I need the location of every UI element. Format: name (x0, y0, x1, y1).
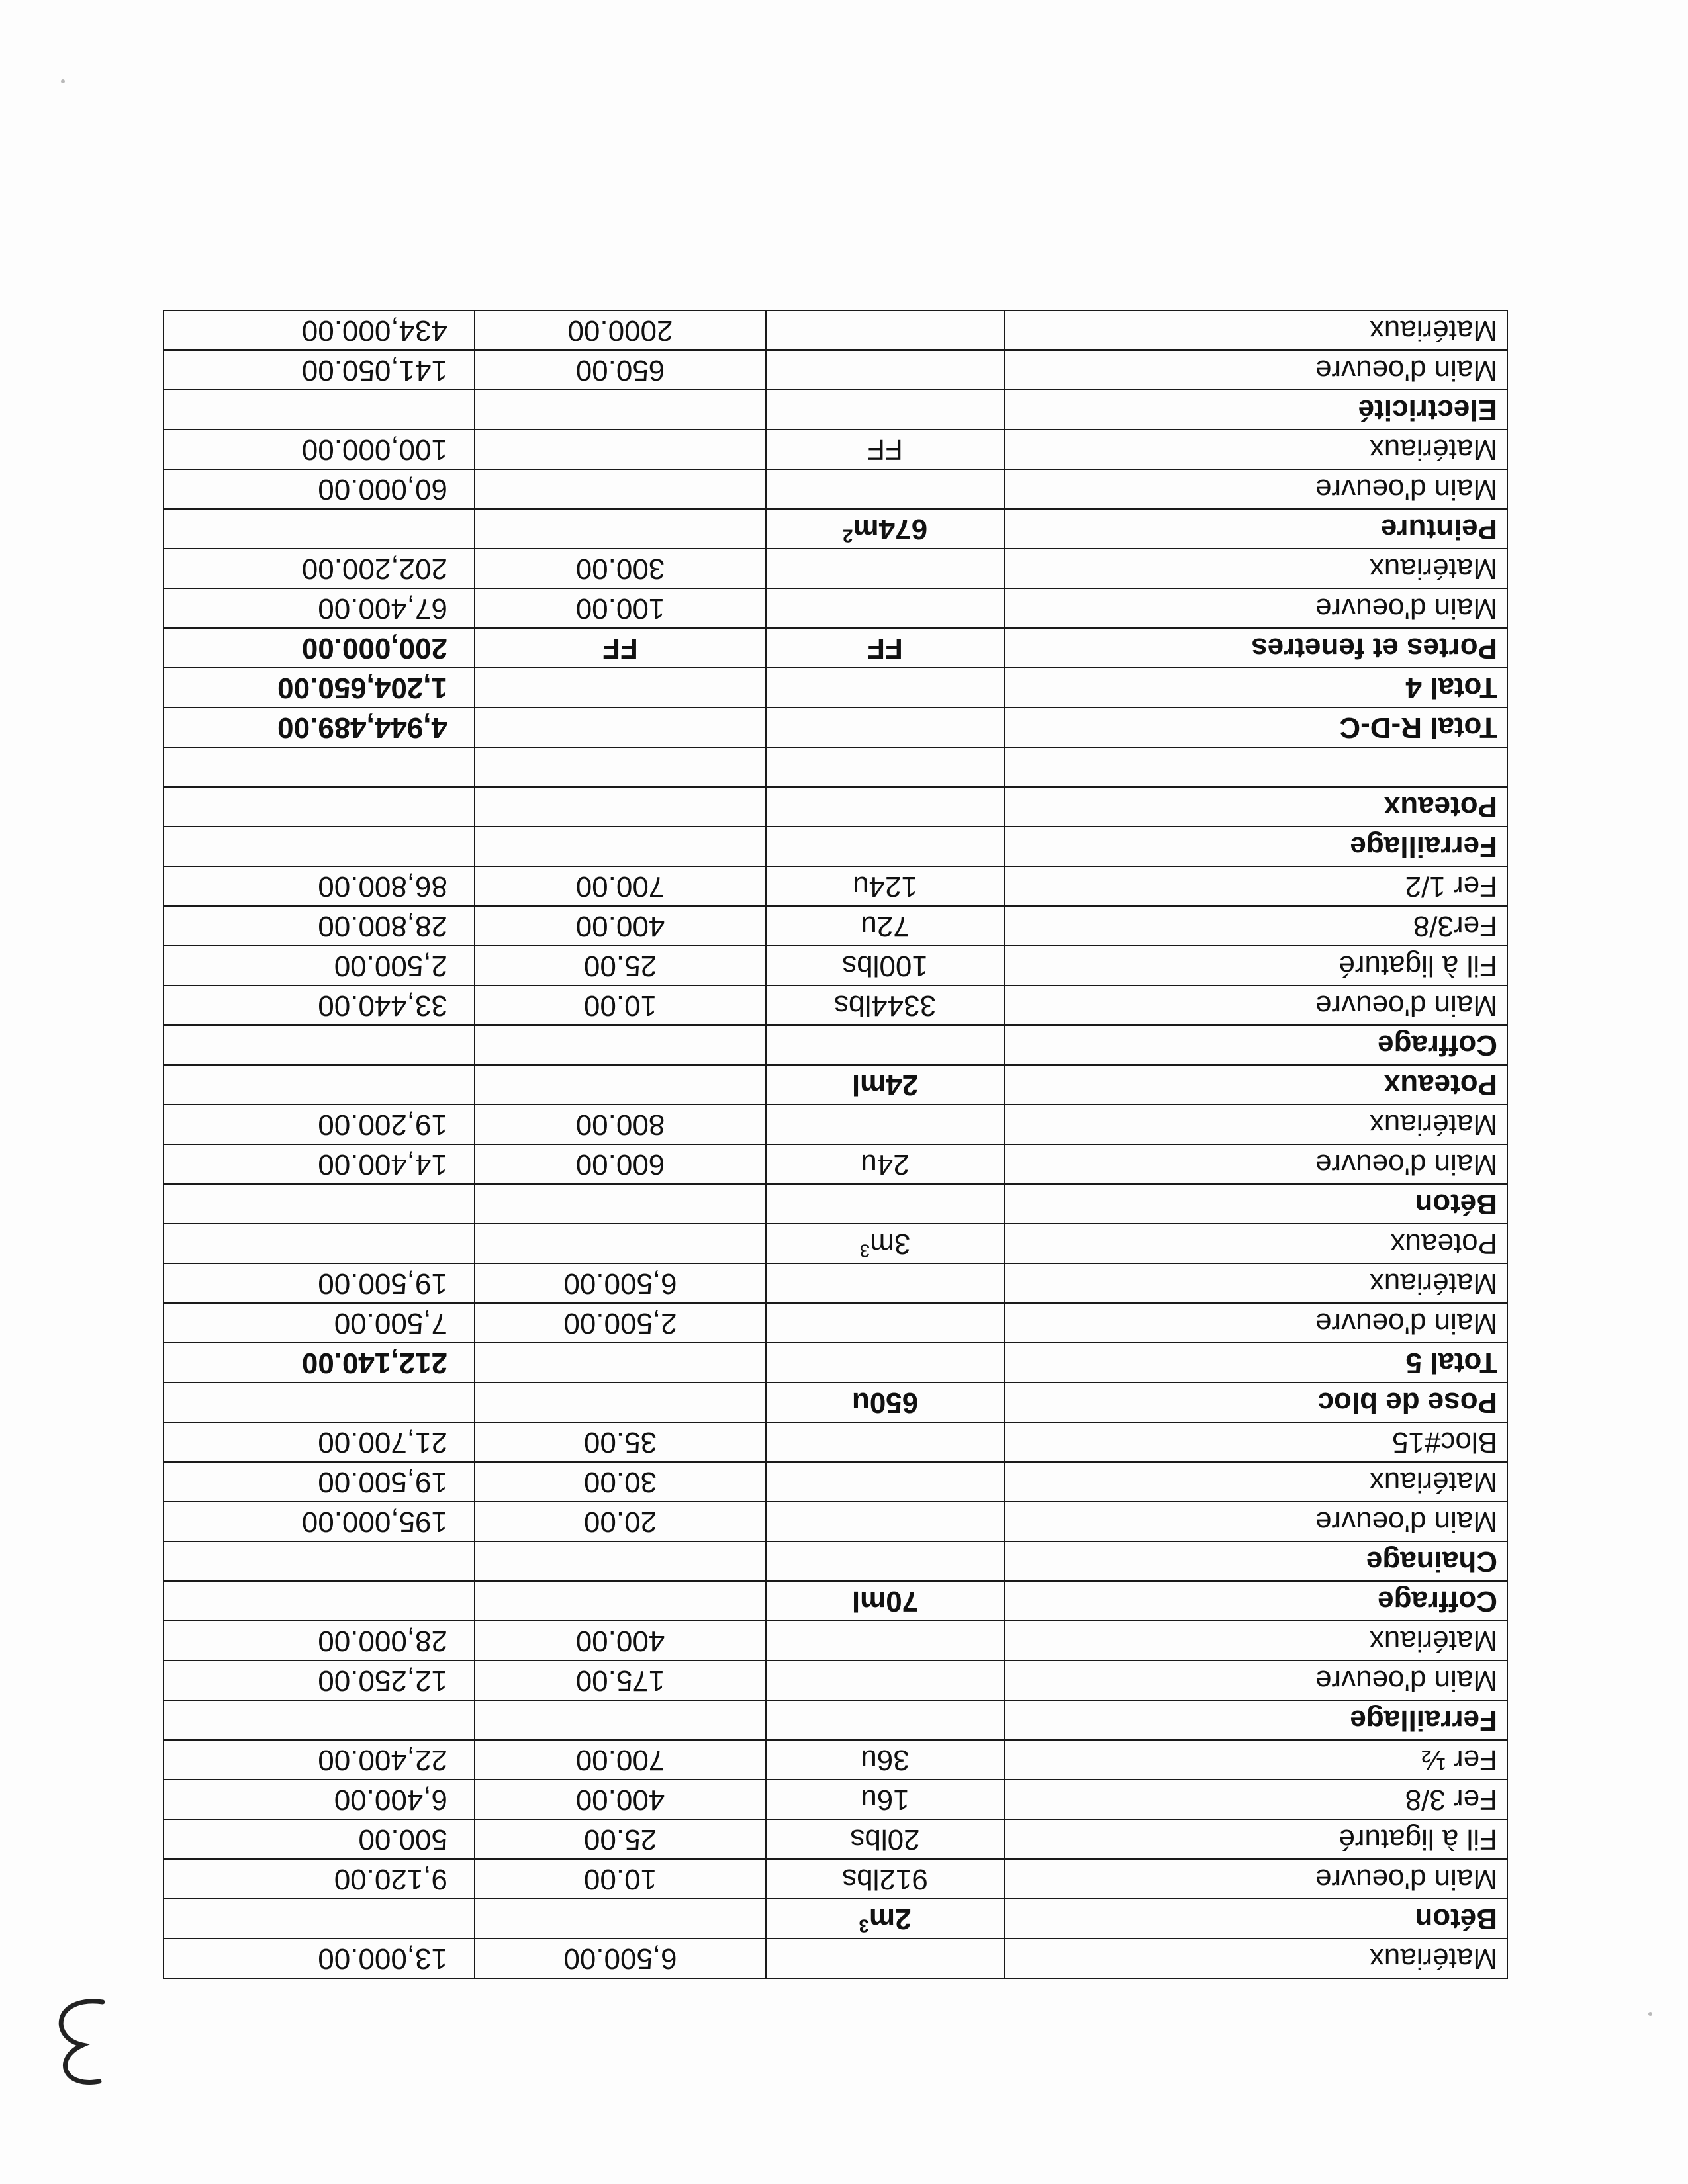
item-label: Ferraillage (1004, 1700, 1507, 1740)
item-quantity (766, 787, 1004, 827)
item-total: 86,800.00 (164, 866, 475, 906)
item-label: Main d'oeuvre (1004, 1144, 1507, 1184)
item-quantity (766, 1700, 1004, 1740)
table-row (164, 1661, 1507, 1700)
item-total: 195,000.00 (164, 1502, 475, 1541)
item-total: 28,000.00 (164, 1621, 475, 1661)
table-row (164, 827, 1507, 866)
item-total: 9,120.00 (164, 1859, 475, 1899)
item-total: 100,000.00 (164, 430, 475, 469)
table-row (164, 906, 1507, 946)
unit-exponent: 3 (859, 1915, 869, 1936)
item-label: Chainage (1004, 1541, 1507, 1581)
item-total (164, 787, 475, 827)
item-unit-price: 400.00 (475, 1621, 766, 1661)
item-unit-price: 100.00 (475, 588, 766, 628)
item-unit-price: FF (475, 628, 766, 668)
item-unit-price (475, 668, 766, 707)
item-quantity (766, 549, 1004, 588)
item-label: Main d'oeuvre (1004, 1303, 1507, 1343)
table-row (164, 1819, 1507, 1859)
item-quantity: 24ml (766, 1065, 1004, 1105)
item-total: 200,000.00 (164, 628, 475, 668)
item-total: 434,000.00 (164, 310, 475, 350)
table-row (164, 1462, 1507, 1502)
item-label: Matériaux (1004, 310, 1507, 350)
item-unit-price (475, 1700, 766, 1740)
table-row (164, 588, 1507, 628)
item-quantity: FF (766, 430, 1004, 469)
item-unit-price: 2000.00 (475, 310, 766, 350)
item-unit-price (475, 430, 766, 469)
table-row (164, 1541, 1507, 1581)
item-quantity (766, 1621, 1004, 1661)
cost-table-rotated (164, 232, 1508, 1979)
item-total: 7,500.00 (164, 1303, 475, 1343)
item-label: Pose de bloc (1004, 1383, 1507, 1422)
table-row (164, 509, 1507, 549)
item-unit-price (475, 1065, 766, 1105)
item-total (164, 1899, 475, 1938)
item-quantity (766, 747, 1004, 787)
item-total: 28,800.00 (164, 906, 475, 946)
item-quantity (766, 1105, 1004, 1144)
table-row (164, 1621, 1507, 1661)
table-row (164, 310, 1507, 350)
table-row (164, 350, 1507, 390)
item-quantity: $674m^2$ (766, 509, 1004, 549)
unit-exponent: 2 (842, 525, 853, 547)
item-unit-price: 175.00 (475, 1661, 766, 1700)
item-label: Total 4 (1004, 668, 1507, 707)
item-total (164, 509, 475, 549)
table-row (164, 628, 1507, 668)
item-label: Main d'oeuvre (1004, 469, 1507, 509)
item-total (164, 1065, 475, 1105)
item-label: Fer 1/2 (1004, 866, 1507, 906)
item-quantity (766, 1661, 1004, 1700)
item-total (164, 827, 475, 866)
item-label: Bloc#15 (1004, 1422, 1507, 1462)
table-row (164, 1581, 1507, 1621)
table-row (164, 1144, 1507, 1184)
table-row (164, 390, 1507, 430)
item-label: Total R-D-C (1004, 707, 1507, 747)
item-unit-price: 700.00 (475, 1740, 766, 1780)
item-quantity (766, 1462, 1004, 1502)
item-label: Main d'oeuvre (1004, 1859, 1507, 1899)
item-unit-price: 300.00 (475, 549, 766, 588)
item-label: Main d'oeuvre (1004, 588, 1507, 628)
item-unit-price (475, 827, 766, 866)
table-row (164, 1700, 1507, 1740)
item-quantity: $3m^3$ (766, 1224, 1004, 1263)
item-total (164, 1700, 475, 1740)
item-total: 4,944,489.00 (164, 707, 475, 747)
table-row (164, 1899, 1507, 1938)
item-quantity: 72u (766, 906, 1004, 946)
item-quantity (766, 1303, 1004, 1343)
item-unit-price: 30.00 (475, 1462, 766, 1502)
item-label: Main d'oeuvre (1004, 1502, 1507, 1541)
item-unit-price: 20.00 (475, 1502, 766, 1541)
item-total: 13,000.00 (164, 1938, 475, 1978)
table-row (164, 1343, 1507, 1383)
item-quantity: 36u (766, 1740, 1004, 1780)
item-label: Poteaux (1004, 1065, 1507, 1105)
scan-speck (1648, 2012, 1652, 2016)
item-quantity (766, 827, 1004, 866)
item-unit-price: 10.00 (475, 985, 766, 1025)
table-row (164, 1422, 1507, 1462)
item-label: Main d'oeuvre (1004, 985, 1507, 1025)
item-quantity: 100lbs (766, 946, 1004, 985)
item-total: 60,000.00 (164, 469, 475, 509)
item-quantity (766, 588, 1004, 628)
item-quantity (766, 1541, 1004, 1581)
item-unit-price: 6,500.00 (475, 1938, 766, 1978)
table-row (164, 1224, 1507, 1263)
item-total: 21,700.00 (164, 1422, 475, 1462)
item-total: 202,200.00 (164, 549, 475, 588)
item-label: Fer ½ (1004, 1740, 1507, 1780)
item-total (164, 1025, 475, 1065)
item-quantity: 3344lbs (766, 985, 1004, 1025)
table-row (164, 430, 1507, 469)
table-row (164, 1025, 1507, 1065)
item-label: Matériaux (1004, 430, 1507, 469)
item-total: 500.00 (164, 1819, 475, 1859)
table-row (164, 787, 1507, 827)
item-total: 6,400.00 (164, 1780, 475, 1819)
item-label: Total 5 (1004, 1343, 1507, 1383)
item-unit-price (475, 1025, 766, 1065)
table-row (164, 668, 1507, 707)
item-total: 1,204,650.00 (164, 668, 475, 707)
item-label: Ferraillage (1004, 827, 1507, 866)
item-quantity (766, 1502, 1004, 1541)
item-label: Peinture (1004, 509, 1507, 549)
item-label: Electricité (1004, 390, 1507, 430)
item-total: 22,400.00 (164, 1740, 475, 1780)
table-row (164, 549, 1507, 588)
item-total (164, 1383, 475, 1422)
item-unit-price: 2,500.00 (475, 1303, 766, 1343)
item-unit-price: 6,500.00 (475, 1263, 766, 1303)
item-total: 14,400.00 (164, 1144, 475, 1184)
item-label: Coffrage (1004, 1025, 1507, 1065)
table-row (164, 1740, 1507, 1780)
item-quantity (766, 668, 1004, 707)
item-total (164, 1581, 475, 1621)
item-total: 12,250.00 (164, 1661, 475, 1700)
item-total: 19,500.00 (164, 1263, 475, 1303)
item-quantity (766, 1263, 1004, 1303)
item-quantity (766, 1343, 1004, 1383)
item-unit-price (475, 469, 766, 509)
item-label: Matériaux (1004, 1938, 1507, 1978)
handwritten-page-number-3 (40, 1989, 119, 2095)
scan-speck (61, 79, 65, 83)
table-row (164, 946, 1507, 985)
item-total: 141,050.00 (164, 350, 475, 390)
item-label: Portes et fenetres (1004, 628, 1507, 668)
item-unit-price: 25.00 (475, 1819, 766, 1859)
item-unit-price (475, 1184, 766, 1224)
table-row (164, 1065, 1507, 1105)
unit-exponent: 3 (859, 1240, 870, 1261)
item-quantity (766, 350, 1004, 390)
item-quantity (766, 469, 1004, 509)
item-unit-price: 400.00 (475, 1780, 766, 1819)
item-quantity (766, 310, 1004, 350)
item-unit-price (475, 1224, 766, 1263)
item-unit-price (475, 1581, 766, 1621)
item-unit-price (475, 747, 766, 787)
item-unit-price (475, 1541, 766, 1581)
item-total: 212,140.00 (164, 1343, 475, 1383)
item-label: Matériaux (1004, 1462, 1507, 1502)
table-row (164, 1938, 1507, 1978)
item-quantity (766, 707, 1004, 747)
table-row (164, 707, 1507, 747)
item-unit-price (475, 1383, 766, 1422)
item-unit-price (475, 1343, 766, 1383)
item-quantity (766, 1025, 1004, 1065)
item-quantity: 650u (766, 1383, 1004, 1422)
item-unit-price: 25.00 (475, 946, 766, 985)
item-unit-price: 700.00 (475, 866, 766, 906)
item-quantity (766, 1422, 1004, 1462)
table-row (164, 1502, 1507, 1541)
table-row (164, 1383, 1507, 1422)
item-label (1004, 747, 1507, 787)
item-label: Matériaux (1004, 1621, 1507, 1661)
table-row (164, 747, 1507, 787)
item-quantity: 24u (766, 1144, 1004, 1184)
item-total (164, 747, 475, 787)
item-label: Main d'oeuvre (1004, 350, 1507, 390)
item-quantity (766, 1938, 1004, 1978)
table-row (164, 1859, 1507, 1899)
item-total (164, 1541, 475, 1581)
item-quantity: 16u (766, 1780, 1004, 1819)
table-row (164, 1105, 1507, 1144)
item-label: Poteaux (1004, 1224, 1507, 1263)
item-unit-price: 800.00 (475, 1105, 766, 1144)
item-quantity (766, 1184, 1004, 1224)
item-quantity: $2m^3$ (766, 1899, 1004, 1938)
item-total: 2,500.00 (164, 946, 475, 985)
item-total: 67,400.00 (164, 588, 475, 628)
item-label: Béton (1004, 1184, 1507, 1224)
table-row (164, 985, 1507, 1025)
item-label: Fil à ligaturé (1004, 946, 1507, 985)
item-quantity: 912lbs (766, 1859, 1004, 1899)
item-label: Fil à ligaturé (1004, 1819, 1507, 1859)
item-unit-price (475, 390, 766, 430)
item-quantity: FF (766, 628, 1004, 668)
item-quantity: 70ml (766, 1581, 1004, 1621)
table-row (164, 1303, 1507, 1343)
item-total (164, 390, 475, 430)
item-total: 33,440.00 (164, 985, 475, 1025)
table-row (164, 866, 1507, 906)
item-total (164, 1224, 475, 1263)
cost-table (163, 310, 1508, 1979)
item-unit-price: 400.00 (475, 906, 766, 946)
item-total: 19,200.00 (164, 1105, 475, 1144)
item-total: 19,500.00 (164, 1462, 475, 1502)
table-row (164, 469, 1507, 509)
item-label: Poteaux (1004, 787, 1507, 827)
item-label: Main d'oeuvre (1004, 1661, 1507, 1700)
item-label: Matériaux (1004, 1263, 1507, 1303)
item-unit-price: 35.00 (475, 1422, 766, 1462)
item-label: Béton (1004, 1899, 1507, 1938)
item-unit-price: 10.00 (475, 1859, 766, 1899)
item-unit-price (475, 787, 766, 827)
item-unit-price (475, 509, 766, 549)
table-row (164, 1780, 1507, 1819)
table-row (164, 1263, 1507, 1303)
item-quantity: 124u (766, 866, 1004, 906)
item-unit-price: 600.00 (475, 1144, 766, 1184)
item-label: Matériaux (1004, 549, 1507, 588)
item-label: Matériaux (1004, 1105, 1507, 1144)
cost-table-body (164, 310, 1507, 1978)
item-unit-price (475, 1899, 766, 1938)
item-total (164, 1184, 475, 1224)
item-quantity: 20lbs (766, 1819, 1004, 1859)
table-row (164, 1184, 1507, 1224)
item-label: Fer 3/8 (1004, 1780, 1507, 1819)
item-unit-price: 650.00 (475, 350, 766, 390)
item-label: Coffrage (1004, 1581, 1507, 1621)
item-unit-price (475, 707, 766, 747)
item-label: Fer3/8 (1004, 906, 1507, 946)
item-quantity (766, 390, 1004, 430)
